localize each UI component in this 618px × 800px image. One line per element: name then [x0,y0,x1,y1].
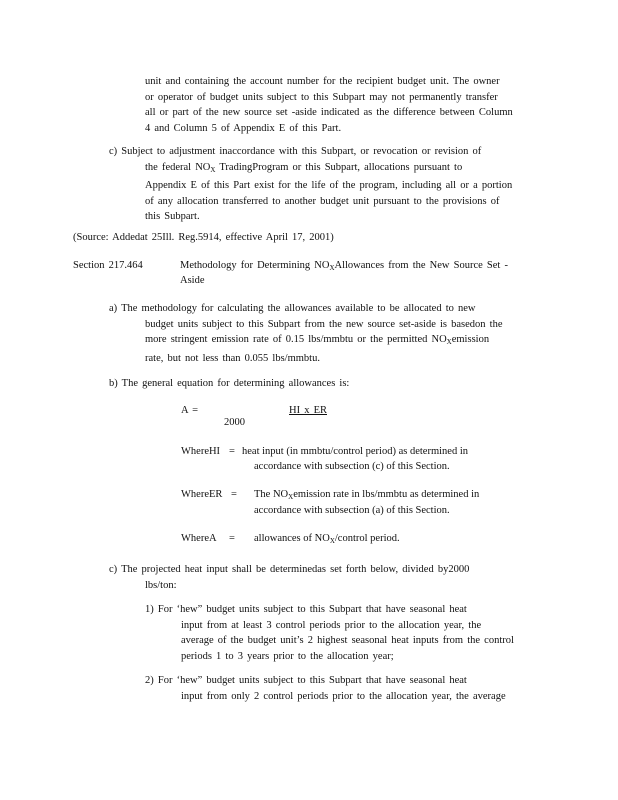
text-fragment: The NO [254,489,289,500]
definition-text-er-continued: accordance with subsection (a) of this Section. [254,505,450,516]
source-note: (Source: Addedat 25Ill. Reg.5914, effective April 17, 2001) [73,232,334,243]
text-fragment: /control period. [334,533,400,544]
text-fragment: allowances of NO [254,533,330,544]
text-line: or operator of budget units subject to this Subpart may not permanently transfer [145,91,498,103]
subscript: X [210,165,216,174]
text-line: of any allocation transferred to another budget unit pursuant to the provisions of [145,195,500,207]
definition-equals: = [229,533,235,544]
paragraph-c-projected-heat-input [109,562,534,593]
text-line: rate, but not less than 0.055 lbs/mmbtu. [145,352,320,364]
text-line: input from at least 3 control periods prior to the allocation year, the [181,619,482,631]
text-fragment: Allowances from the New Source Set - [334,260,508,271]
subscript: X [329,264,335,272]
text-line: a) The methodology for calculating the allowances available to be allocated to new [109,303,476,314]
definition-equals: = [229,446,235,457]
text-line: budget units subject to this Subpart from the new source set-aside is basedon the [145,318,503,330]
definition-text-hi-continued: accordance with subsection (c) of this Section. [254,461,450,472]
definition-term-er: WhereER [181,489,223,500]
paragraph-a-methodology [109,301,534,366]
subscript: X [288,493,294,501]
equation-lhs: A = [181,405,199,416]
text-line: c) The projected heat input shall be determinedas set forth below, divided by2000 [109,564,470,575]
list-item-1 [145,602,540,664]
text-line: lbs/ton: [145,579,177,591]
equation-denominator: 2000 [224,417,245,428]
text-fragment: emission rate in lbs/mmbtu as determined in [293,489,480,500]
subscript: X [446,338,452,346]
paragraph-c-adjustment [109,144,534,225]
text-fragment: the federal NO [145,161,211,173]
text-line [109,332,534,351]
definition-text-hi: heat input (in mmbtu/control period) as determined in [242,446,468,457]
definition-text-a [254,531,400,550]
definition-term-a: WhereA [181,533,217,544]
text-line: Appendix E of this Part exist for the life of the program, including all or a portion [145,180,513,191]
text-line: periods 1 to 3 years prior to the allocation year; [181,650,394,662]
text-line: c) Subject to adjustment inaccordance with this Subpart, or revocation or revision of [109,146,482,157]
section-number: Section 217.464 [73,260,143,271]
list-item-2 [145,673,540,704]
text-line: 1) For ‘hew” budget units subject to this Subpart that have seasonal heat [145,604,467,615]
section-title-continued: Aside [180,275,205,286]
definition-term-hi: WhereHI [181,446,221,457]
subscript: X [329,537,335,545]
text-line: input from only 2 control periods prior to the allocation year, the average [181,690,506,702]
paragraph-b-equation-intro: b) The general equation for determining allowances is: [109,378,350,389]
equation-numerator: HI x ER [289,405,327,416]
text-line: average of the budget unit’s 2 highest seasonal heat inputs from the control [181,635,514,646]
text-fragment: emission [451,334,490,345]
section-title [180,258,508,277]
text-line [109,160,534,179]
text-fragment: Methodology for Determining NO [180,260,330,271]
text-fragment: TradingProgram or this Subpart, allocations pursuant to [215,161,463,173]
text-line: all or part of the new source set -aside indicated as the difference between Column [145,107,513,118]
text-line: 2) For ‘hew” budget units subject to this Subpart that have seasonal heat [145,675,467,686]
text-line: this Subpart. [145,211,200,222]
text-fragment: more stringent emission rate of 0.15 lbs/mmbtu or the permitted NO [145,334,447,345]
text-line: unit and containing the account number for the recipient budget unit. The owner [145,76,500,87]
continuation-paragraph [145,74,534,136]
text-line: 4 and Column 5 of Appendix E of this Part. [145,122,342,134]
definition-equals: = [231,489,237,500]
